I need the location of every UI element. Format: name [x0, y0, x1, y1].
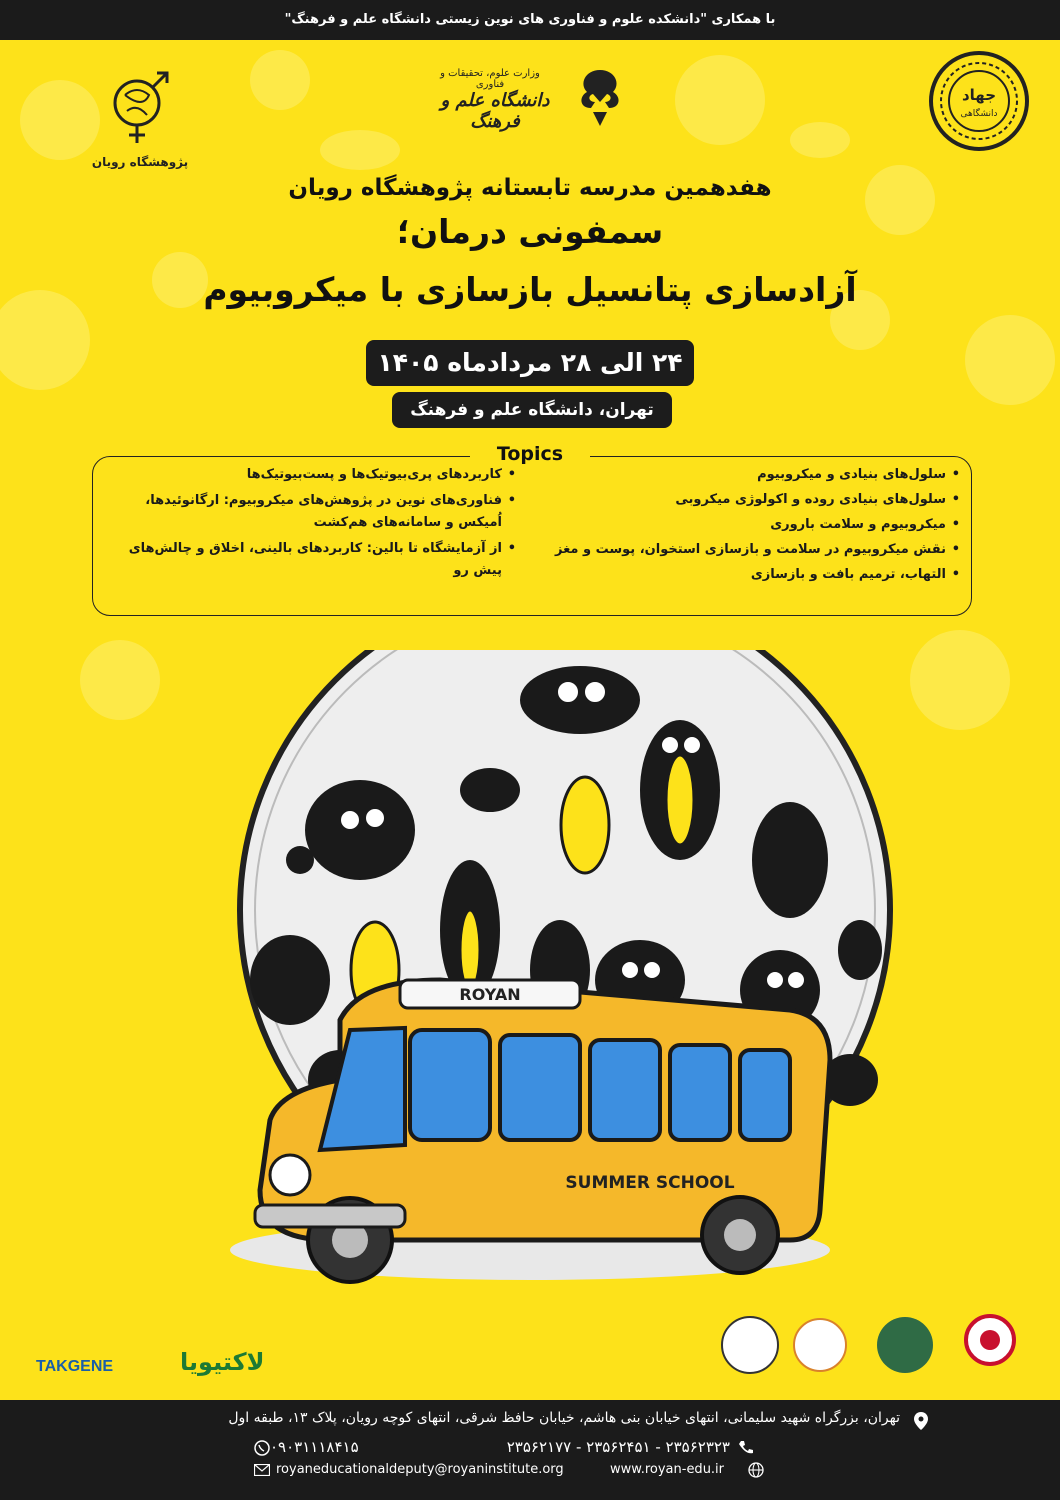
website-link[interactable]: www.royan-edu.ir: [610, 1462, 725, 1477]
royan-institute-logo: [85, 45, 195, 175]
topic-item: • التهاب، ترمیم بافت و بازسازی: [540, 564, 960, 586]
topics-list-right: [540, 464, 960, 589]
bus-side-text: SUMMER SCHOOL: [565, 1173, 735, 1193]
jahad-daneshgahi-logo: [928, 50, 1030, 152]
bus-roof-sign: ROYAN: [459, 985, 521, 1004]
royan-logo-label: پژوهشگاه رویان: [91, 155, 189, 169]
partner-green-seal-icon: [877, 1317, 933, 1373]
event-date: ۲۴ الی ۲۸ مردادماه ۱۴۰۵: [366, 340, 694, 386]
address-text: تهران، بزرگراه شهید سلیمانی، انتهای خیابان بنی هاشم، خیابان حافظ شرقی، انتهای کوچه رویان، پلاک ۱۳، طبقه اول: [228, 1410, 900, 1426]
jahad-logo-word1: جهاد: [961, 86, 997, 104]
event-main-title: سمفونی درمان؛: [396, 212, 664, 251]
whatsapp-icon: [254, 1440, 270, 1456]
topic-item: • کاربردهای پری‌بیوتیک‌ها و پست‌بیوتیک‌ها: [100, 464, 516, 486]
royan-emblem-icon: [85, 45, 195, 155]
collaboration-banner: با همکاری "دانشکده علوم و فناوری های نوین زیستی دانشگاه علم و فرهنگ": [0, 0, 1060, 40]
university-logo: [430, 62, 640, 142]
event-edition-title: هفدهمین مدرسه تابستانه پژوهشگاه رویان: [288, 175, 772, 201]
topic-item: • از آزمایشگاه تا بالین: کاربردهای بالینی، اخلاق و چالش‌های پیش رو: [100, 538, 516, 582]
mobile-number[interactable]: ۰۹۰۳۱۱۱۸۴۱۵: [270, 1438, 359, 1456]
topic-item: • میکروبیوم و سلامت باروری: [540, 514, 960, 536]
email-address[interactable]: royaneducationaldeputy@royaninstitute.org: [276, 1462, 564, 1477]
event-subtitle: آزادسازی پتانسیل بازسازی با میکروبیوم: [203, 270, 857, 309]
globe-icon: [748, 1462, 764, 1478]
topic-item: • فناوری‌های نوین در پژوهش‌های میکروبیوم: ارگانوئیدها، اُمیکس و سامانه‌های هم‌کشت: [100, 490, 516, 534]
location-pin-icon: [914, 1412, 928, 1430]
topic-item: • سلول‌های بنیادی روده و اکولوژی میکروبی: [540, 489, 960, 511]
partner-fruit-icon: [794, 1319, 846, 1371]
university-emblem-icon: [565, 62, 635, 132]
topics-list-left: [100, 464, 516, 586]
email-icon: [254, 1464, 270, 1476]
jahad-logo-word2: دانشگاهی: [960, 109, 998, 119]
topic-item: • سلول‌های بنیادی و میکروبیوم: [540, 464, 960, 486]
microbe-bus-illustration: [200, 650, 920, 1290]
takgene-logo: TAKGENE: [36, 1358, 114, 1375]
phone-numbers[interactable]: ۲۳۵۶۲۱۷۷ - ۲۳۵۶۲۴۵۱ - ۲۳۵۶۲۳۲۳: [506, 1438, 730, 1456]
ministry-label: وزارت علوم، تحقیقات و فناوری: [440, 68, 540, 90]
lactivia-logo: لاکتیویا: [180, 1348, 265, 1376]
university-label: دانشگاه علم و فرهنگ: [440, 90, 550, 132]
partner-logos: [710, 1310, 1030, 1380]
event-location: تهران، دانشگاه علم و فرهنگ: [392, 392, 672, 428]
phone-icon: [738, 1440, 754, 1456]
topics-heading: Topics: [470, 440, 590, 468]
partner-seal-icon: [722, 1317, 778, 1373]
poster: [0, 40, 1060, 1400]
topic-item: • نقش میکروبیوم در سلامت و بازسازی استخوان، پوست و مغز: [540, 539, 960, 561]
contact-footer: [0, 1400, 1060, 1500]
